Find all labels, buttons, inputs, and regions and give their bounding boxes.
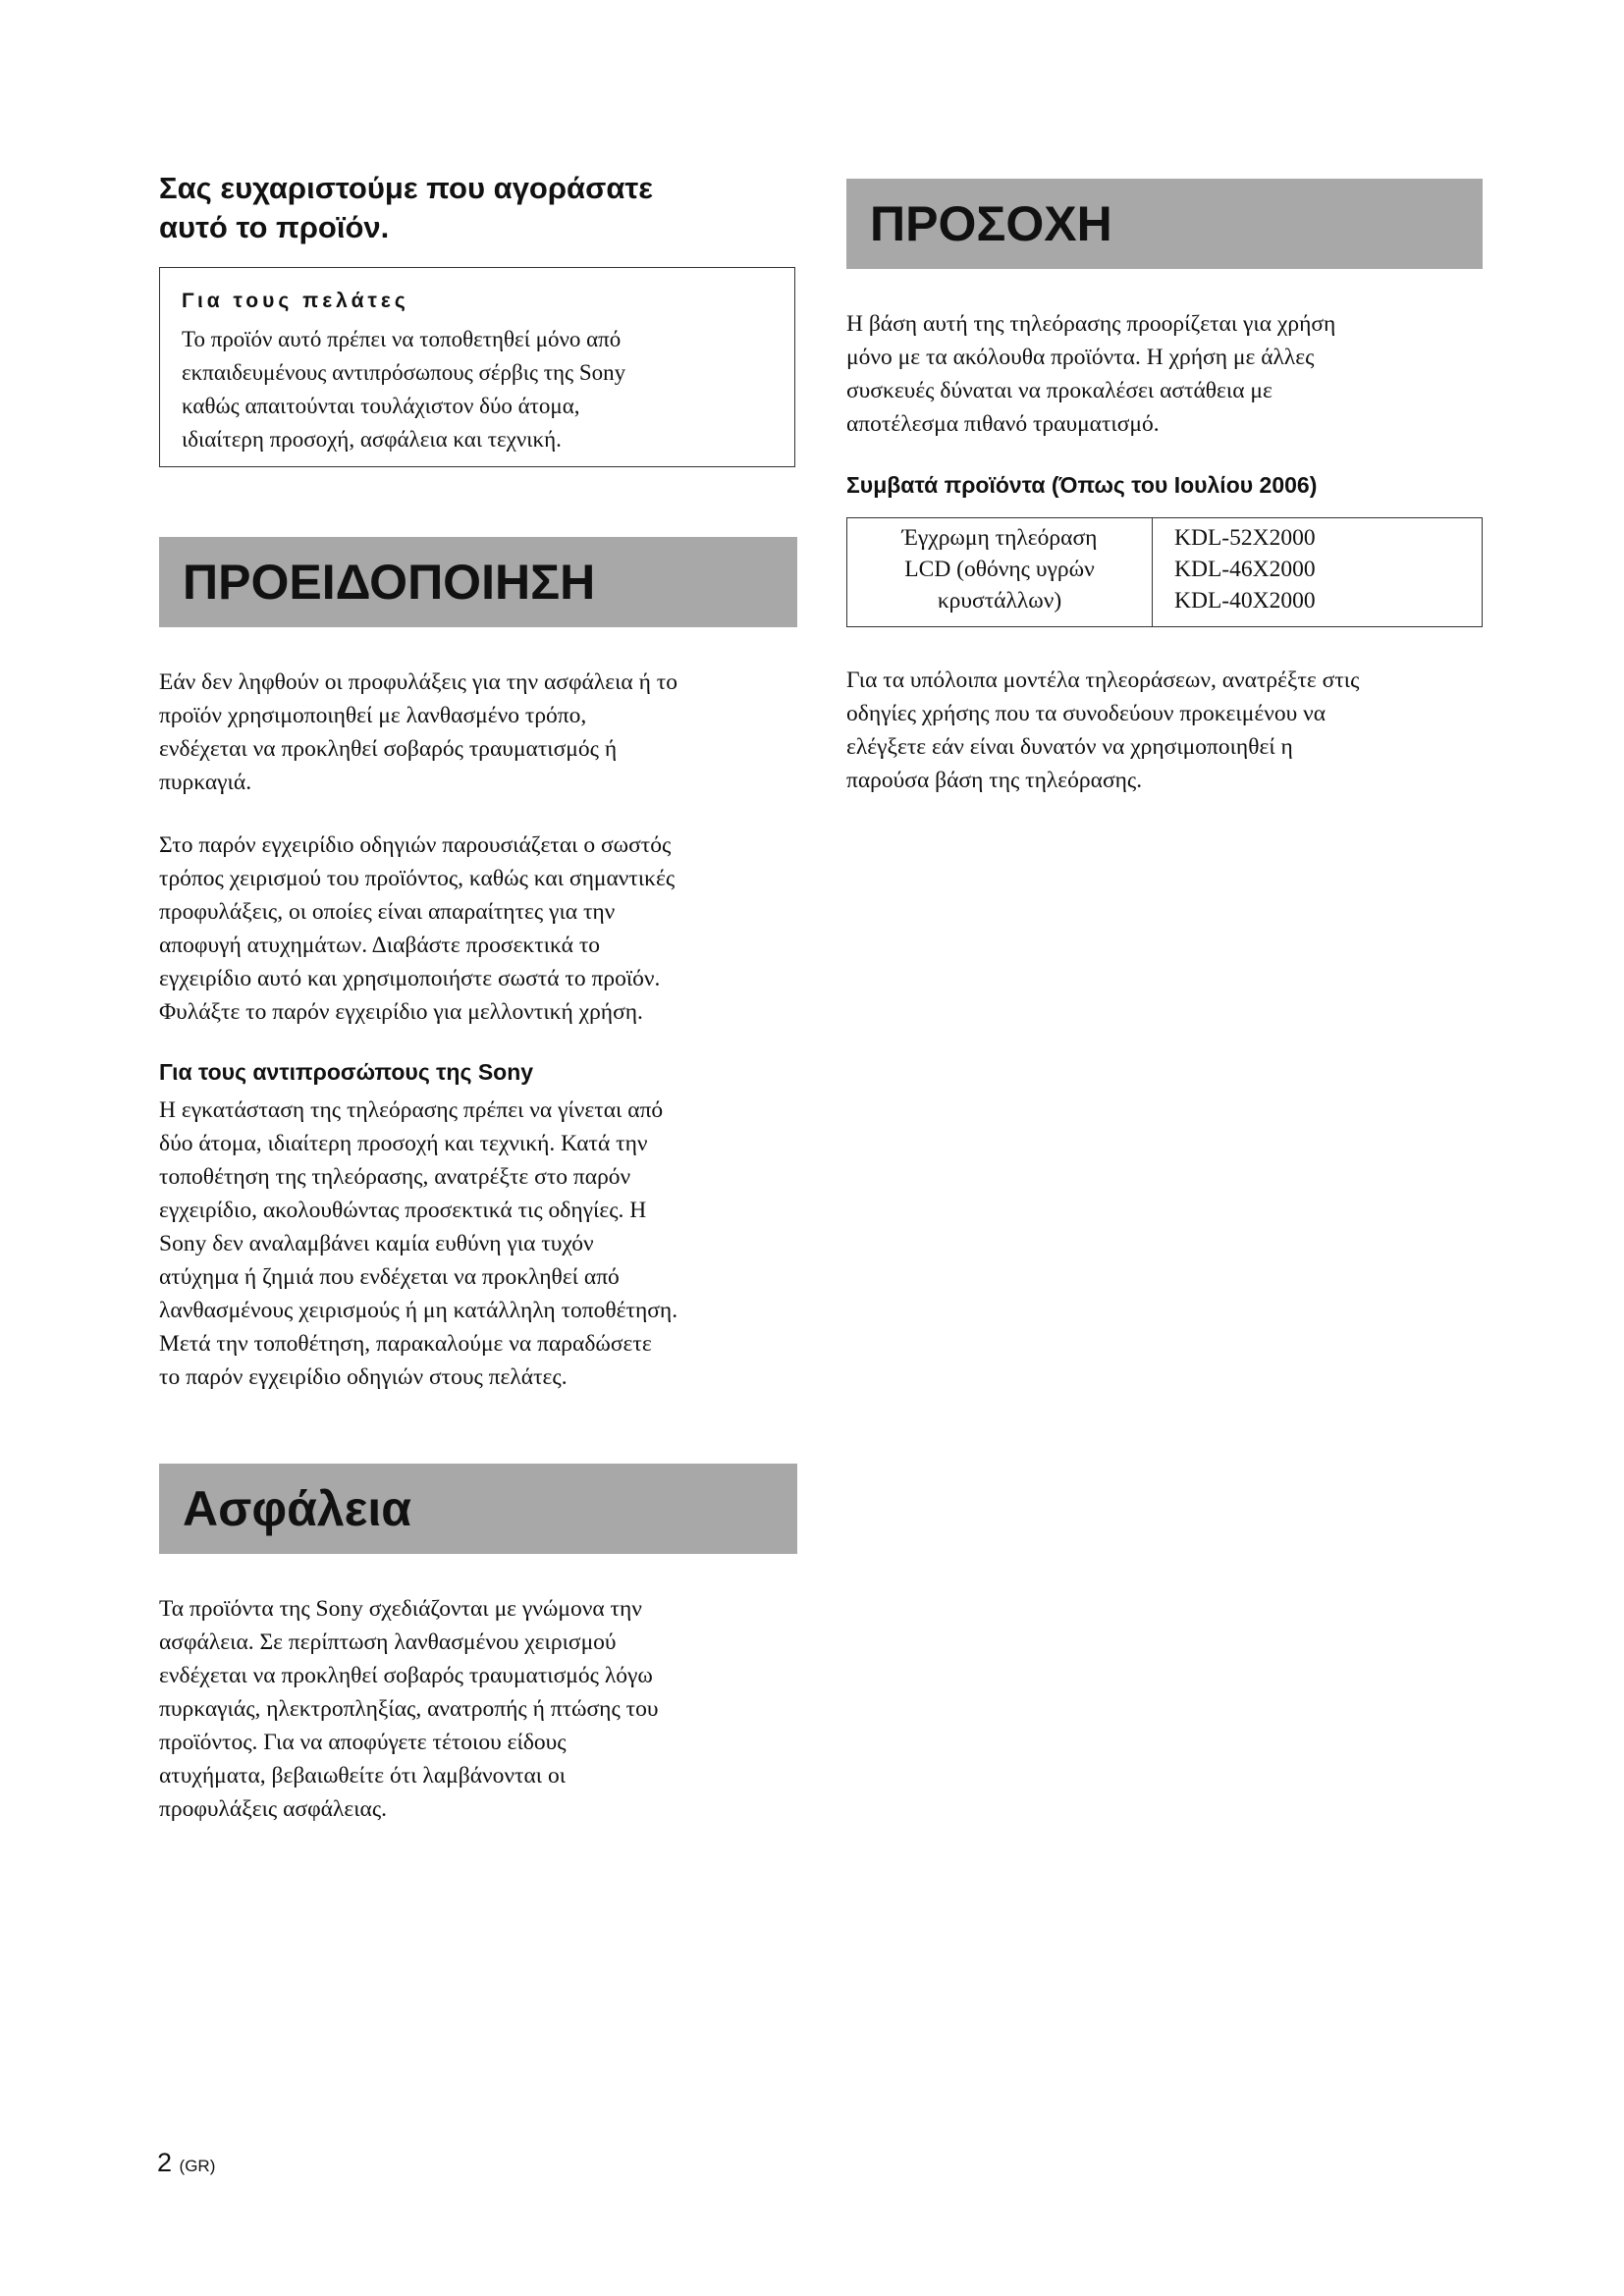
model-number: KDL-40X2000 [1174, 588, 1316, 614]
text-line: πυρκαγιάς, ηλεκτροπληξίας, ανατροπής ή πτώσης του [159, 1696, 659, 1722]
text-line: αποφυγή ατυχημάτων. Διαβάστε προσεκτικά το [159, 933, 601, 958]
text-line: εκπαιδευμένους αντιπρόσωπους σέρβις της Sony [182, 360, 626, 385]
table-cell-line: Έγχρωμη τηλεόραση [901, 525, 1098, 551]
product-type-cell [847, 518, 1153, 627]
text-line: συσκευές δύναται να προκαλέσει αστάθεια με [846, 378, 1272, 403]
intro-title [159, 169, 797, 247]
intro-title-line: αυτό το προϊόν. [159, 210, 390, 244]
text-line: ιδιαίτερη προσοχή, ασφάλεια και τεχνική. [182, 427, 562, 452]
text-line: Στο παρόν εγχειρίδιο οδηγιών παρουσιάζεται ο σωστός [159, 832, 672, 858]
warning-banner [159, 537, 797, 627]
customer-notice-box [159, 267, 795, 467]
text-line: Η εγκατάσταση της τηλεόρασης πρέπει να γίνεται από [159, 1097, 664, 1123]
table-row [847, 518, 1483, 627]
intro-title-line: Σας ευχαριστούμε που αγοράσατε [159, 171, 653, 205]
text-line: παρούσα βάση της τηλεόρασης. [846, 768, 1143, 793]
compatible-products-heading: Συμβατά προϊόντα (Όπως του Ιουλίου 2006) [846, 472, 1318, 498]
text-line: προφυλάξεις ασφάλειας. [159, 1796, 388, 1822]
caution-paragraph-1 [846, 307, 1494, 441]
text-line: ατύχημα ή ζημιά που ενδέχεται να προκληθεί από [159, 1264, 620, 1290]
text-line: Sony δεν αναλαμβάνει καμία ευθύνη για τυχόν [159, 1231, 594, 1256]
page-footer [157, 2148, 215, 2178]
text-line: ενδέχεται να προκληθεί σοβαρός τραυματισμός λόγω [159, 1663, 653, 1688]
dealers-heading: Για τους αντιπροσώπους της Sony [159, 1059, 534, 1085]
table-cell-line: LCD (οθόνης υγρών [904, 557, 1095, 582]
text-line: ατυχήματα, βεβαιωθείτε ότι λαμβάνονται οι [159, 1763, 567, 1789]
text-line: το παρόν εγχειρίδιο οδηγιών στους πελάτες. [159, 1364, 568, 1390]
text-line: τοποθέτηση της τηλεόρασης, ανατρέξτε στο παρόν [159, 1164, 631, 1190]
safety-banner [159, 1464, 797, 1554]
text-line: Η βάση αυτή της τηλεόρασης προορίζεται για χρήση [846, 311, 1336, 337]
text-line: πυρκαγιά. [159, 770, 252, 795]
text-line: εγχειρίδιο αυτό και χρησιμοποιήστε σωστά το προϊόν. [159, 966, 661, 991]
warning-paragraph-1 [159, 666, 807, 799]
text-line: ενδέχεται να προκληθεί σοβαρός τραυματισμός ή [159, 736, 618, 762]
safety-banner-title: Ασφάλεια [183, 1481, 411, 1536]
table-cell-line: κρυστάλλων) [937, 588, 1062, 614]
dealers-paragraph [159, 1094, 807, 1394]
language-code: (GR) [179, 2157, 216, 2175]
text-line: προφυλάξεις, οι οποίες είναι απαραίτητες για την [159, 899, 616, 925]
warning-banner-title: ΠΡΟΕΙΔΟΠΟΙΗΣΗ [183, 555, 596, 610]
text-line: δύο άτομα, ιδιαίτερη προσοχή και τεχνική. Κατά την [159, 1131, 648, 1156]
text-line: Εάν δεν ληφθούν οι προφυλάξεις για την ασφάλεια ή το [159, 669, 677, 695]
text-line: προϊόντος. Για να αποφύγετε τέτοιου είδους [159, 1730, 567, 1755]
safety-paragraph [159, 1592, 807, 1826]
compatible-products-table [846, 517, 1483, 627]
text-line: Τα προϊόντα της Sony σχεδιάζονται με γνώμονα την [159, 1596, 642, 1622]
text-line: Μετά την τοποθέτηση, παρακαλούμε να παραδώσετε [159, 1331, 652, 1357]
text-line: καθώς απαιτούνται τουλάχιστον δύο άτομα, [182, 394, 580, 418]
text-line: ασφάλεια. Σε περίπτωση λανθασμένου χειρισμού [159, 1629, 617, 1655]
model-number: KDL-52X2000 [1174, 525, 1316, 551]
page-number: 2 [157, 2148, 173, 2177]
text-line: λανθασμένους χειρισμούς ή μη κατάλληλη τοποθέτηση. [159, 1298, 678, 1323]
text-line: Το προϊόν αυτό πρέπει να τοποθετηθεί μόνο από [182, 327, 622, 351]
caution-banner-title: ΠΡΟΣΟΧΗ [870, 196, 1112, 251]
warning-paragraph-2 [159, 828, 807, 1029]
caution-banner [846, 179, 1483, 269]
notice-heading: Για τους πελάτες [182, 290, 409, 312]
caution-paragraph-2 [846, 664, 1494, 797]
text-line: μόνο με τα ακόλουθα προϊόντα. Η χρήση με άλλες [846, 345, 1315, 370]
text-line: εγχειρίδιο, ακολουθώντας προσεκτικά τις οδηγίες. Η [159, 1198, 647, 1223]
text-line: προϊόν χρησιμοποιηθεί με λανθασμένο τρόπο, [159, 703, 587, 728]
text-line: ελέγξετε εάν είναι δυνατόν να χρησιμοποιηθεί η [846, 734, 1293, 760]
text-line: τρόπος χειρισμού του προϊόντος, καθώς και σημαντικές [159, 866, 676, 891]
model-list-cell [1153, 518, 1483, 627]
notice-body [182, 323, 771, 456]
text-line: οδηγίες χρήσης που τα συνοδεύουν προκειμένου να [846, 701, 1326, 726]
text-line: Φυλάξτε το παρόν εγχειρίδιο για μελλοντική χρήση. [159, 999, 643, 1025]
model-number: KDL-46X2000 [1174, 557, 1316, 582]
text-line: Για τα υπόλοιπα μοντέλα τηλεοράσεων, ανατρέξτε στις [846, 667, 1360, 693]
text-line: αποτέλεσμα πιθανό τραυματισμό. [846, 411, 1160, 437]
